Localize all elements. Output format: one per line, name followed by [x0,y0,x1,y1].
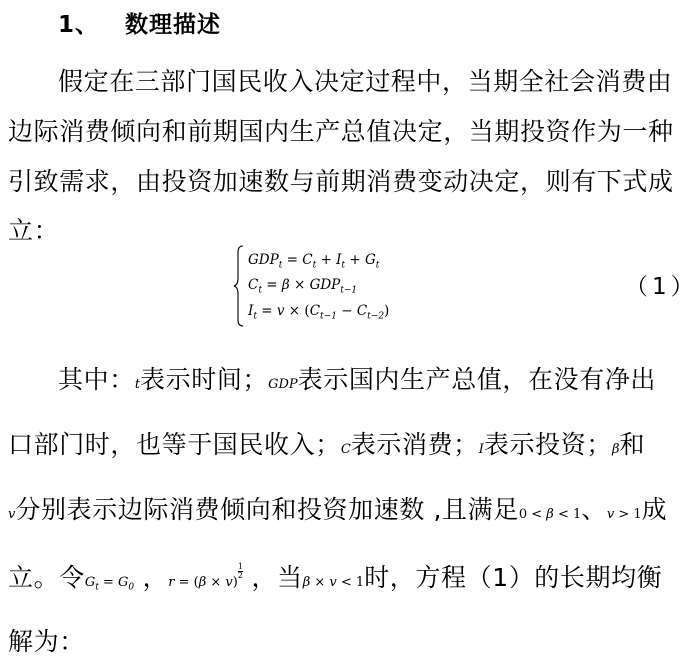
paragraph-line: 假定在三部门国民收入决定过程中，当期全社会消费由 [58,67,673,96]
equation-gdp: $GDP_t = C_t + I_t + G_t$ [248,252,380,271]
left-brace-icon [232,244,246,328]
section-title: 数理描述 [125,12,222,38]
equation-consumption: $C_t = \beta \times GDP_{t-1}$ [248,277,358,296]
text-span: 表示消费； [350,430,479,459]
text-span: 、 [581,495,607,524]
text-span: 表示时间； [140,365,269,394]
paragraph-line [58,360,656,396]
text-span: 口部门时，也等于国民收入； [8,430,341,459]
equation-investment: $I_t = v \times (C_{t-1} - C_{t-2})$ [248,303,390,322]
math-symbol-c: C [340,442,351,457]
paragraph-line: 立： [8,216,60,245]
text-span: 成 [641,495,668,524]
equation-number: （1） [625,274,698,300]
math-inequality-v: v > 1 [606,507,642,522]
text-span: 立。令 [8,563,85,592]
text-span: 表示投资； [483,430,612,459]
text-span: ， [134,563,169,592]
math-symbol-t: t [134,377,141,392]
math-symbol-v: v [8,507,16,522]
equation-system [232,244,432,328]
text-span: 其中： [58,365,135,394]
paragraph-line [8,558,662,594]
text-span: 和 [619,430,646,459]
math-symbol-i: I [478,442,484,457]
paragraph-line: 引致需求，由投资加速数与前期消费变动决定，则有下式成 [8,167,674,196]
math-symbol-gdp: GDP [268,377,298,392]
math-symbol-beta: β [611,442,620,457]
text-span: 分别表示边际消费倾向和投资加速数 ,且满足 [15,495,519,524]
text-span: 时，方程（1）的长期均衡 [364,563,663,592]
paragraph-line: 边际消费倾向和前期国内生产总值决定，当期投资作为一种 [8,117,674,146]
text-span: 表示国内生产总值，在没有净出 [297,365,657,394]
math-inequality-beta: 0 < β < 1 [518,507,582,522]
math-r-definition: r = (β × v) $\frac{1}{2}$ [168,562,243,590]
text-span: ，当 [242,563,303,592]
paragraph-line [8,490,667,526]
paragraph-line: 解为： [8,627,85,656]
section-heading [58,6,221,39]
paragraph-line [8,425,645,461]
section-number: 1、 [58,12,100,38]
math-g-constant: $G_t = G_0$ [84,575,135,593]
math-condition: β × v < 1 [302,575,365,590]
